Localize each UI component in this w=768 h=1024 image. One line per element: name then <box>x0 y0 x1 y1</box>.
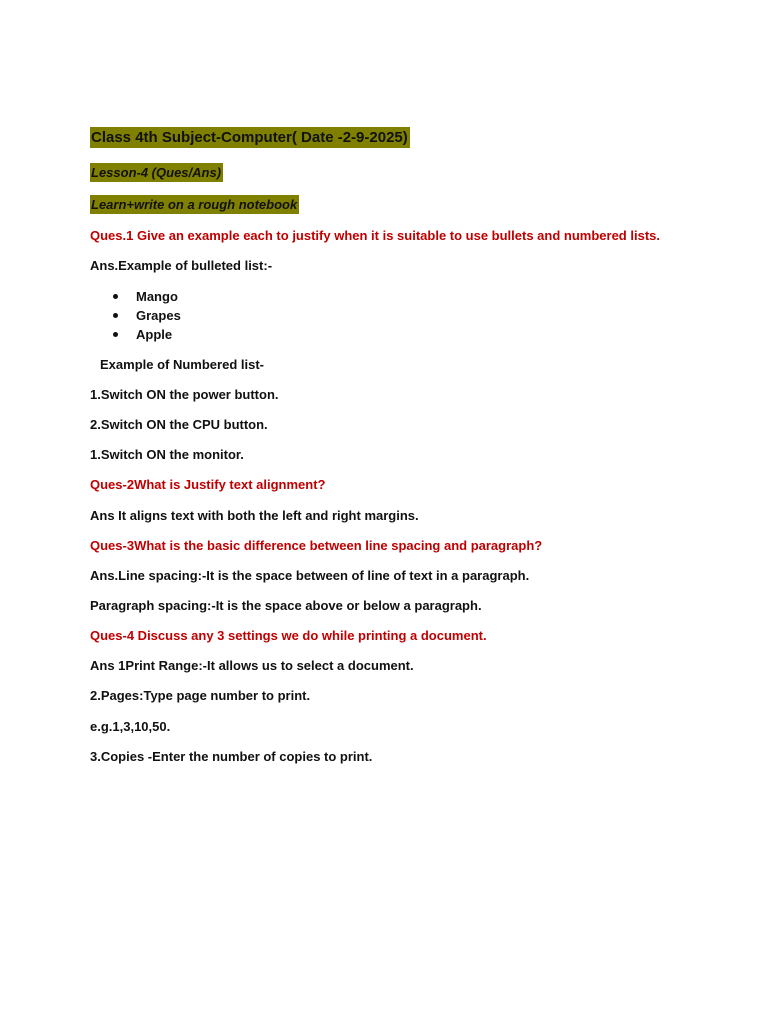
numbered-intro: Example of Numbered list- <box>100 357 264 372</box>
answer-2: Ans It aligns text with both the left and right margins. <box>90 508 419 523</box>
lesson-text: Lesson-4 (Ques/Ans) <box>91 165 222 180</box>
answer-1-intro: Ans.Example of bulleted list:- <box>90 258 273 273</box>
numbered-item: 1.Switch ON the power button. <box>90 387 279 402</box>
numbered-item: 1.Switch ON the monitor. <box>90 447 244 462</box>
title-text: Class 4th Subject-Computer( Date -2-9-2025) <box>91 129 408 146</box>
answer-3-paragraph-spacing: Paragraph spacing:-It is the space above or below a paragraph. <box>90 598 482 613</box>
bullet-icon <box>113 332 118 337</box>
numbered-item: 2.Switch ON the CPU button. <box>90 417 268 432</box>
question-4: Ques-4 Discuss any 3 settings we do while printing a document. <box>90 628 487 643</box>
answer-4-item: 2.Pages:Type page number to print. <box>90 688 311 703</box>
question-2: Ques-2What is Justify text alignment? <box>90 477 326 492</box>
instruction-line <box>90 196 299 213</box>
list-item: Mango <box>112 288 181 307</box>
bulleted-list <box>112 288 181 345</box>
list-item: Grapes <box>112 307 181 326</box>
answer-4-item: Ans 1Print Range:-It allows us to select a document. <box>90 658 414 673</box>
answer-4-item: e.g.1,3,10,50. <box>90 719 171 734</box>
answer-4-item: 3.Copies -Enter the number of copies to print. <box>90 749 373 764</box>
instruction-text: Learn+write on a rough notebook <box>91 197 298 212</box>
question-1: Ques.1 Give an example each to justify when it is suitable to use bullets and numbered lists. <box>90 228 660 243</box>
list-item: Apple <box>112 326 181 345</box>
title-line <box>90 128 410 147</box>
question-3: Ques-3What is the basic difference between line spacing and paragraph? <box>90 538 543 553</box>
bullet-icon <box>113 294 118 299</box>
answer-3-line-spacing: Ans.Line spacing:-It is the space between of line of text in a paragraph. <box>90 568 530 583</box>
lesson-line <box>90 164 223 181</box>
bullet-icon <box>113 313 118 318</box>
